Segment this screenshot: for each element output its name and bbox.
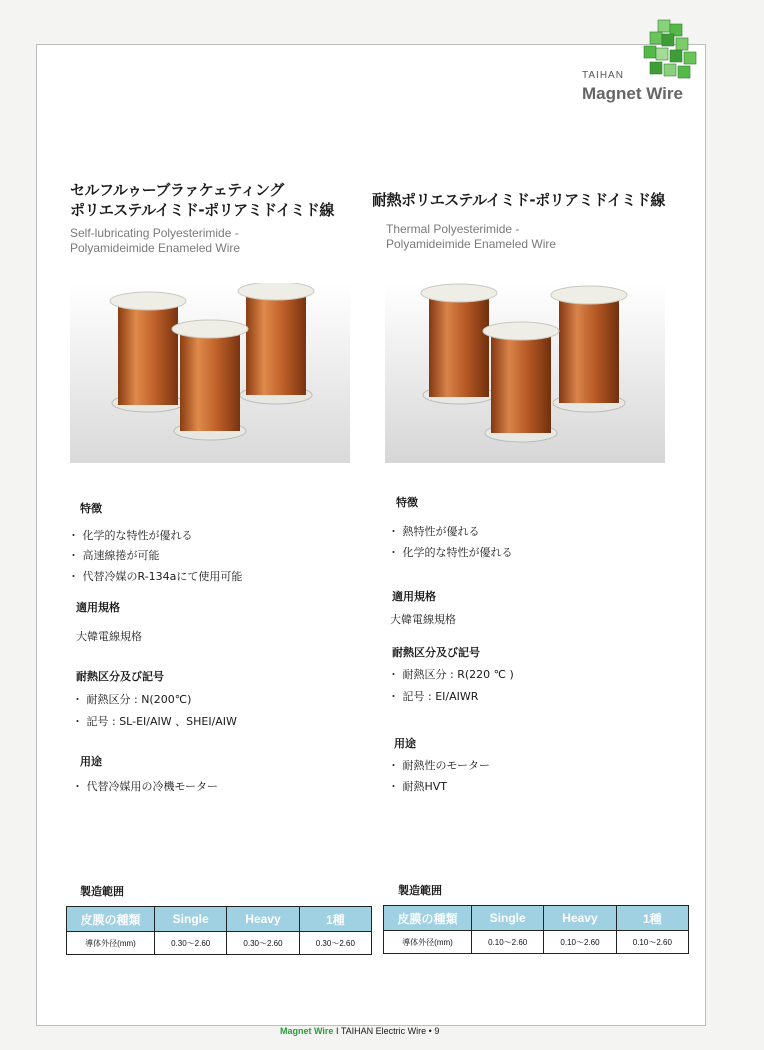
left-wire-spools-photo: [70, 283, 350, 463]
brand-product: Magnet Wire: [582, 84, 683, 103]
left-table-header-2: Single: [155, 907, 227, 932]
left-table-header-4: 1種: [299, 907, 371, 932]
right-title-en-2: Polyamideimide Enameled Wire: [386, 237, 557, 251]
left-class-item-1: ・ 耐熱区分 : N(200℃): [72, 693, 192, 706]
left-title-jp-2: ポリエステルイミド-ポリアミドイミド線: [70, 201, 334, 219]
right-table-cell-2: 0.10～2.60: [544, 931, 616, 954]
right-table-header-1: 皮膜の種類: [384, 906, 472, 931]
left-table-cell-3: 0.30～2.60: [299, 932, 371, 955]
left-title-en-2: Polyamideimide Enameled Wire: [70, 241, 241, 255]
left-class-item-2: ・ 記号 : SL-EI/AIW 、SHEI/AIW: [72, 715, 237, 728]
right-table-header-2: Single: [472, 906, 544, 931]
right-table-cell-1: 0.10～2.60: [472, 931, 544, 954]
right-title-block: [372, 190, 665, 252]
right-wire-spools-photo: [385, 283, 665, 463]
left-features-heading: 特徴: [80, 502, 102, 515]
left-table-header-1: 皮膜の種類: [67, 907, 155, 932]
right-standard-heading: 適用規格: [392, 590, 436, 603]
right-title-en-1: Thermal Polyesterimide -: [386, 222, 520, 236]
left-title-jp-1: セルフルゥーブラァケェティング: [70, 181, 284, 199]
left-range-table: [66, 906, 372, 955]
left-title-block: [70, 180, 334, 256]
table-row: [384, 931, 689, 954]
footer-company: TAIHAN Electric Wire: [340, 1026, 427, 1036]
left-feature-1: ・ 化学的な特性が優れる: [68, 529, 193, 542]
left-title-en-1: Self-lubricating Polyesterimide -: [70, 226, 239, 240]
right-feature-1: ・ 熱特性が優れる: [388, 525, 480, 538]
left-standard-heading: 適用規格: [76, 601, 120, 614]
right-class-item-2: ・ 記号 : EI/AIWR: [388, 690, 479, 703]
right-use-item-2: ・ 耐熱HVT: [388, 780, 448, 793]
right-range-heading: 製造範囲: [398, 884, 442, 897]
footer-brand: Magnet Wire: [280, 1026, 334, 1036]
right-table-row-label: 導体外径(mm): [384, 931, 472, 954]
table-row: [67, 932, 372, 955]
right-use-heading: 用途: [394, 737, 416, 750]
right-table-cell-3: 0.10～2.60: [616, 931, 688, 954]
right-title-jp: 耐熱ポリエステルイミド-ポリアミドイミド線: [372, 191, 665, 209]
left-use-item-1: ・ 代替冷媒用の冷機モーター: [72, 780, 219, 793]
right-standard-value: 大韓電線規格: [390, 613, 456, 626]
left-feature-2: ・ 高速線捲が可能: [68, 549, 160, 562]
right-feature-2: ・ 化学的な特性が優れる: [388, 546, 513, 559]
left-table-header-3: Heavy: [227, 907, 299, 932]
footer-page-number: • 9: [428, 1026, 440, 1036]
footer-separator: I: [335, 1026, 339, 1036]
left-table-cell-1: 0.30～2.60: [155, 932, 227, 955]
page-footer: [280, 1026, 439, 1036]
right-class-heading: 耐熱区分及び記号: [392, 646, 480, 659]
left-table-cell-2: 0.30～2.60: [227, 932, 299, 955]
right-table-header-3: Heavy: [544, 906, 616, 931]
left-standard-value: 大韓電線規格: [76, 630, 142, 643]
brand-company: TAIHAN: [582, 70, 624, 81]
left-range-heading: 製造範囲: [80, 885, 124, 898]
left-use-heading: 用途: [80, 755, 102, 768]
cube-logo-icon: [636, 18, 702, 84]
left-feature-3: ・ 代替冷媒のR-134aにて使用可能: [68, 570, 243, 583]
right-class-item-1: ・ 耐熱区分 : R(220 ℃ ): [388, 668, 514, 681]
right-table-header-4: 1種: [616, 906, 688, 931]
right-features-heading: 特徴: [396, 496, 418, 509]
left-table-row-label: 導体外径(mm): [67, 932, 155, 955]
right-range-table: [383, 905, 689, 954]
left-class-heading: 耐熱区分及び記号: [76, 670, 164, 683]
right-use-item-1: ・ 耐熱性のモーター: [388, 759, 491, 772]
